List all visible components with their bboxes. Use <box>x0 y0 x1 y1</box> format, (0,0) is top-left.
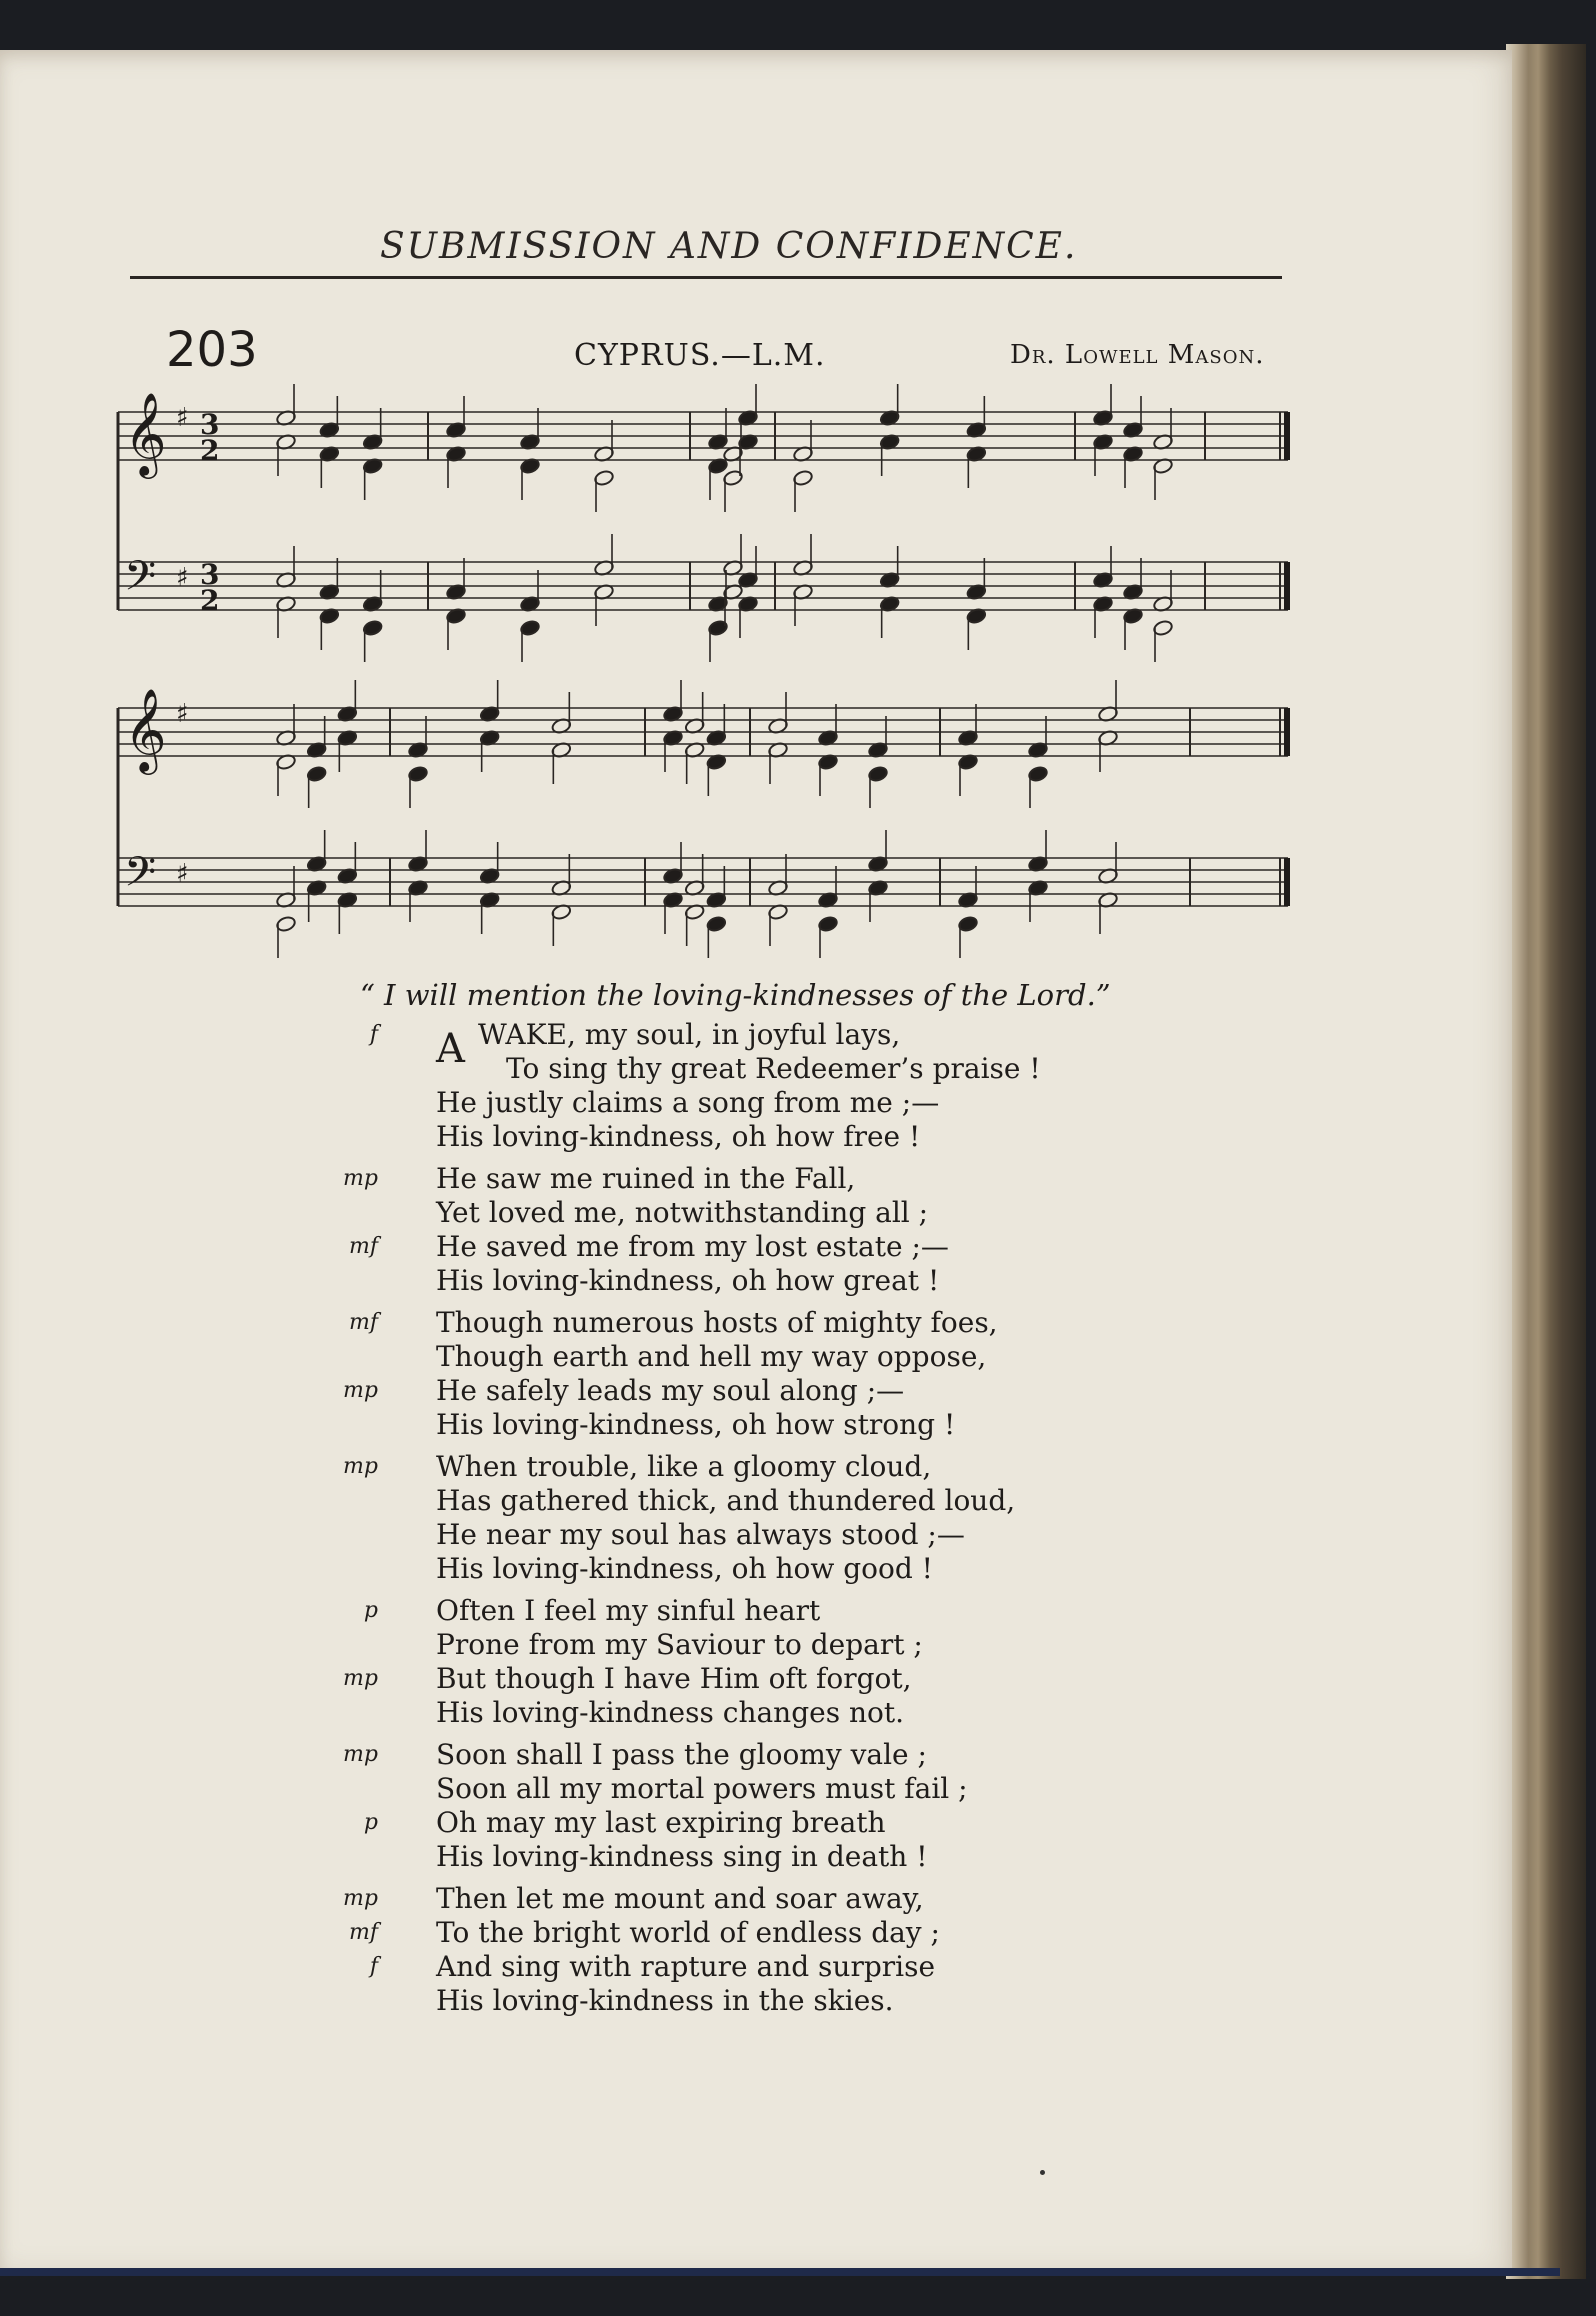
verse-line <box>343 1374 1180 1408</box>
verse-text: And sing with rapture and surprise <box>436 1950 936 1983</box>
verse-line <box>343 1738 1180 1772</box>
dynamic-marking: mf <box>348 1310 378 1335</box>
dynamic-marking: mp <box>343 1166 378 1191</box>
verse-text: Oh may my last expiring breath <box>436 1806 886 1839</box>
bass-clef-icon: 𝄢 <box>124 552 157 610</box>
verse-text: His loving-kindness, oh how strong ! <box>436 1408 956 1441</box>
verse-line <box>380 1340 1180 1374</box>
verse-text: His loving-kindness, oh how free ! <box>436 1120 921 1153</box>
verse-text: His loving-kindness in the skies. <box>436 1984 894 2017</box>
verse-text: He saved me from my lost estate ;— <box>436 1230 949 1263</box>
dynamic-marking: mp <box>343 1454 378 1479</box>
verse-text: Soon shall I pass the gloomy vale ; <box>436 1738 927 1771</box>
hymn-text <box>343 1018 1180 2026</box>
verse-line <box>343 1162 1180 1196</box>
time-signature-bottom: 2 <box>200 434 220 467</box>
final-bar-line <box>1284 858 1290 906</box>
verse-line <box>380 1086 1180 1120</box>
verse-line <box>380 1772 1180 1806</box>
verse-text: Has gathered thick, and thundered loud, <box>436 1484 1016 1517</box>
final-bar-line <box>1284 412 1290 460</box>
stanza <box>343 1738 1180 1874</box>
stanza <box>343 1882 1180 2018</box>
dynamic-marking: p <box>363 1810 378 1835</box>
final-bar-line <box>1284 708 1290 756</box>
dynamic-marking: f <box>369 1022 378 1047</box>
dynamic-marking: mp <box>343 1886 378 1911</box>
time-signature-top: 3 <box>200 558 220 591</box>
verse-text: His loving-kindness changes not. <box>436 1696 905 1729</box>
verse-line <box>363 1594 1180 1628</box>
verse-text: Soon all my mortal powers must fail ; <box>436 1772 968 1805</box>
verse-text: But though I have Him oft forgot, <box>436 1662 912 1695</box>
stanza <box>343 1162 1180 1298</box>
verse-line <box>343 1882 1180 1916</box>
drop-cap: A <box>436 1026 465 1072</box>
music-score <box>0 0 1596 980</box>
page-speck <box>1040 2170 1045 2175</box>
verse-line <box>343 1662 1180 1696</box>
verse-line <box>363 1806 1180 1840</box>
verse-line <box>380 1552 1180 1586</box>
treble-clef-icon: 𝄞 <box>124 391 167 475</box>
verse-line <box>343 1450 1180 1484</box>
verse-line <box>380 1696 1180 1730</box>
sharp-icon: ♯ <box>176 563 189 593</box>
dynamic-marking: mp <box>343 1666 378 1691</box>
verse-text: His loving-kindness sing in death ! <box>436 1840 928 1873</box>
stanza <box>343 1450 1180 1586</box>
verse-text: He safely leads my soul along ;— <box>436 1374 905 1407</box>
cover-edge <box>0 2268 1560 2276</box>
dynamic-marking: mp <box>343 1742 378 1767</box>
sharp-icon: ♯ <box>176 859 189 889</box>
verse-text: His loving-kindness, oh how great ! <box>436 1264 940 1297</box>
verse-line <box>369 1950 1180 1984</box>
verse-line <box>348 1916 1180 1950</box>
verse-text: When trouble, like a gloomy cloud, <box>436 1450 932 1483</box>
stanza <box>369 1018 1180 1154</box>
composer-credit: Dr. Lowell Mason. <box>1010 340 1265 370</box>
verse-line <box>348 1306 1180 1340</box>
verse-text: Then let me mount and soar away, <box>436 1882 924 1915</box>
verse-text: To the bright world of endless day ; <box>436 1916 940 1949</box>
scripture-epigraph: “ I will mention the loving-kindnesses of the Lord.” <box>360 978 1111 1012</box>
treble-clef-icon: 𝄞 <box>124 687 167 771</box>
verse-text: To sing thy great Redeemer’s praise ! <box>506 1052 1041 1085</box>
stanza <box>343 1306 1180 1442</box>
verse-line <box>380 1484 1180 1518</box>
verse-text: WAKE, my soul, in joyful lays, <box>478 1018 901 1051</box>
sharp-icon: ♯ <box>176 403 189 433</box>
verse-line <box>380 1518 1180 1552</box>
verse-text: Though earth and hell my way oppose, <box>436 1340 987 1373</box>
final-bar-line <box>1284 562 1290 610</box>
verse-text: Prone from my Saviour to depart ; <box>436 1628 923 1661</box>
tune-name: CYPRUS.—L.M. <box>574 338 826 373</box>
verse-text: He saw me ruined in the Fall, <box>436 1162 856 1195</box>
verse-line <box>348 1230 1180 1264</box>
verse-line <box>380 1984 1180 2018</box>
verse-text: Often I feel my sinful heart <box>436 1594 821 1627</box>
time-signature-top: 3 <box>200 408 220 441</box>
sharp-icon: ♯ <box>176 699 189 729</box>
verse-text: He near my soul has always stood ;— <box>436 1518 965 1551</box>
verse-line <box>380 1408 1180 1442</box>
verse-text: He justly claims a song from me ;— <box>436 1086 940 1119</box>
verse-text: Though numerous hosts of mighty foes, <box>436 1306 998 1339</box>
hymn-number: 203 <box>166 322 258 378</box>
verse-text: Yet loved me, notwithstanding all ; <box>436 1196 929 1229</box>
dynamic-marking: f <box>369 1954 378 1979</box>
running-head: SUBMISSION AND CONFIDENCE. <box>380 226 1078 267</box>
time-signature-bottom: 2 <box>200 584 220 617</box>
verse-line <box>380 1052 1180 1086</box>
verse-line <box>380 1264 1180 1298</box>
dynamic-marking: mp <box>343 1378 378 1403</box>
stanza <box>343 1594 1180 1730</box>
dynamic-marking: mf <box>348 1920 378 1945</box>
verse-line <box>380 1628 1180 1662</box>
dynamic-marking: p <box>363 1598 378 1623</box>
verse-line <box>380 1196 1180 1230</box>
verse-line <box>380 1120 1180 1154</box>
verse-line <box>380 1840 1180 1874</box>
bass-clef-icon: 𝄢 <box>124 848 157 906</box>
verse-text: His loving-kindness, oh how good ! <box>436 1552 933 1585</box>
dynamic-marking: mf <box>348 1234 378 1259</box>
